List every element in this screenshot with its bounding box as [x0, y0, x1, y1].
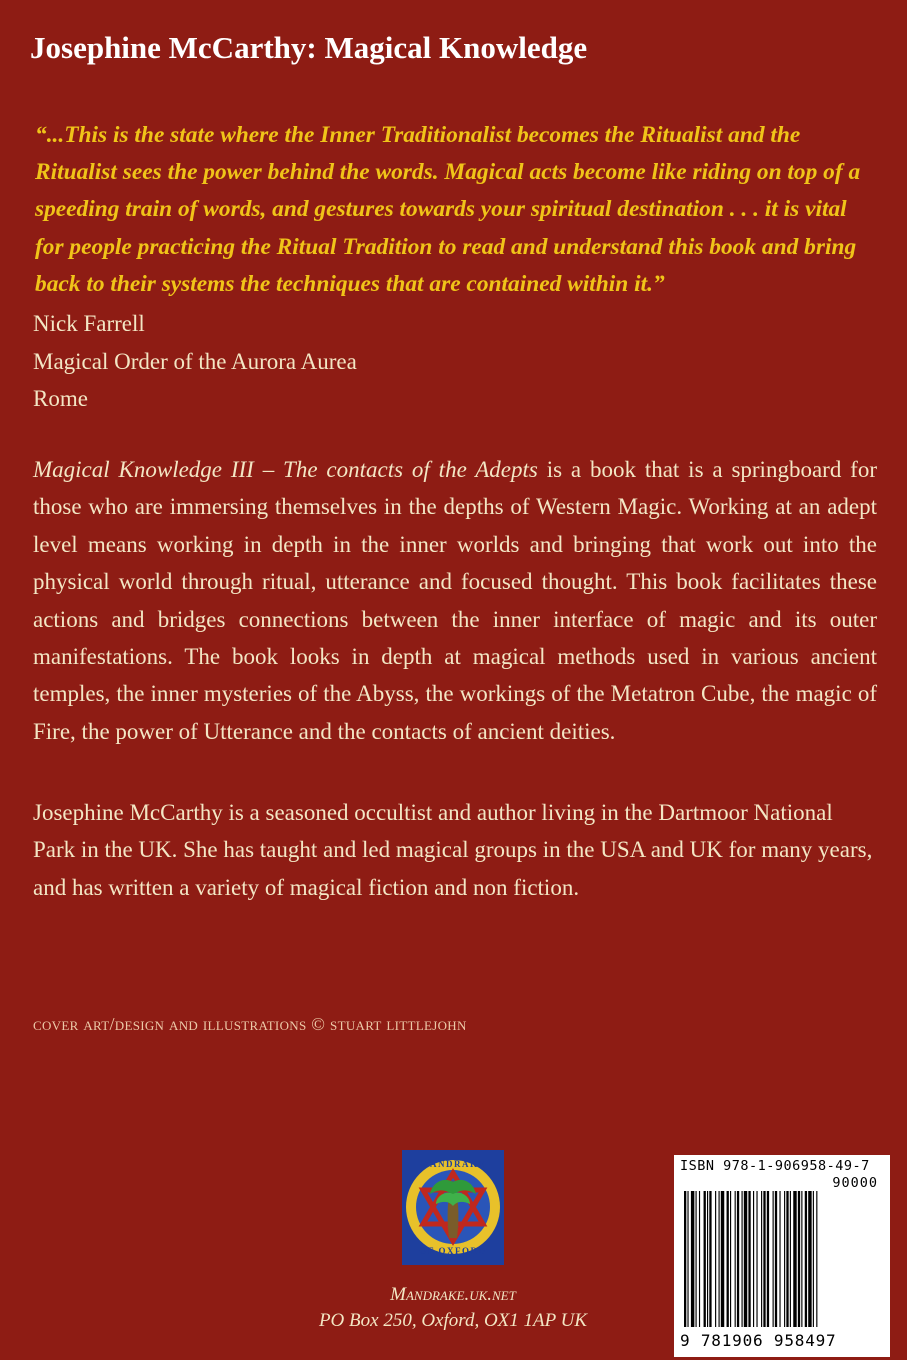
barcode-bar	[784, 1191, 785, 1327]
barcode-bar	[767, 1191, 769, 1327]
barcode-bar	[744, 1191, 747, 1327]
barcode-bar	[790, 1191, 791, 1327]
barcode-bar	[704, 1191, 706, 1327]
barcode-bar	[798, 1191, 800, 1327]
description-body: is a book that is a springboard for those who are immersing themselves in the depths of Western Magic. Working at an adept level means working in depth in the inner worlds and bringing that work out into the physical world through ritual, utterance and focused thought. This book facilitates these actions and bridges connections between the inner interface of magic and its outer manifestations. The book looks in depth at magical methods used in various ancient temples, the inner mysteries of the Abyss, the workings of the Metatron Cube, the magic of Fire, the power of Utterance and the contacts of ancient deities.	[33, 457, 877, 744]
barcode-bar	[813, 1191, 814, 1327]
isbn-text: ISBN 978-1-906958-49-7	[680, 1158, 870, 1174]
barcode-bar	[691, 1191, 694, 1327]
barcode-bar	[805, 1191, 807, 1327]
barcode-bar	[730, 1191, 731, 1327]
barcode-bar	[793, 1191, 796, 1327]
price-code: 90000	[832, 1175, 878, 1191]
barcode-bar	[715, 1191, 716, 1327]
publisher-info	[300, 1282, 606, 1334]
author-bio: Josephine McCarthy is a seasoned occultist and author living in the Dartmoor National Park in the UK. She has taught and led magical groups in the USA and UK for many years, and has written a variety of magical fiction and non fiction.	[33, 800, 873, 900]
publisher-website[interactable]: Mandrake.uk.net	[390, 1284, 516, 1305]
barcode-bar	[699, 1191, 700, 1327]
barcode-bar	[756, 1191, 757, 1327]
barcode-panel	[674, 1155, 890, 1357]
barcode-bar	[816, 1191, 817, 1327]
barcode-bar	[719, 1191, 720, 1327]
book-title-header: Josephine McCarthy: Magical Knowledge	[30, 30, 588, 65]
barcode-bar	[779, 1191, 780, 1327]
barcode-bar	[775, 1191, 777, 1327]
barcode-bar	[687, 1191, 688, 1327]
barcode-bar	[801, 1191, 802, 1327]
book-description	[33, 451, 877, 750]
book-title-italic: Magical Knowledge III – The contacts of the Adepts	[33, 457, 538, 482]
logo-bottom-text: OF OXFORD	[419, 1246, 487, 1256]
quote-author: Nick Farrell	[33, 311, 145, 336]
barcode-bar	[786, 1191, 788, 1327]
barcode-bar	[735, 1191, 736, 1327]
barcode-digits: 9 781906 958497	[680, 1331, 837, 1350]
barcode-bar	[742, 1191, 743, 1327]
barcode-bar	[684, 1191, 686, 1327]
publisher-address: PO Box 250, Oxford, OX1 1AP UK	[318, 1310, 588, 1331]
quote-organization: Magical Order of the Aurora Aurea	[33, 348, 357, 374]
barcode-bar	[808, 1191, 811, 1327]
barcode-bar	[753, 1191, 754, 1327]
barcode-bar	[763, 1191, 765, 1327]
barcode-bar	[761, 1191, 762, 1327]
barcode-bar	[707, 1191, 708, 1327]
barcode-bar	[696, 1191, 697, 1327]
endorsement-quote: “...This is the state where the Inner Traditionalist becomes the Ritualist and the Ritualist sees the power behind the words. Magical acts become like riding on top of a speeding train of words, and gestures towards your spiritual destination . . . it is vital for people practicing the Ritual Tradition to read and understand this book and bring back to their systems the techniques that are contained within it.”	[35, 122, 861, 297]
barcode-bar	[721, 1191, 724, 1327]
barcode-bar	[737, 1191, 739, 1327]
mandrake-logo	[402, 1150, 504, 1265]
barcode-image	[682, 1191, 882, 1327]
quote-location: Rome	[33, 386, 88, 411]
logo-top-text: MANDRAKE	[420, 1159, 486, 1169]
barcode-bar	[709, 1191, 711, 1327]
quote-attribution	[33, 305, 357, 418]
barcode-bar	[727, 1191, 729, 1327]
barcode-bar	[773, 1191, 774, 1327]
barcode-bar	[748, 1191, 750, 1327]
cover-art-credit: cover art/design and illustrations © stuart littlejohn	[33, 1014, 467, 1034]
